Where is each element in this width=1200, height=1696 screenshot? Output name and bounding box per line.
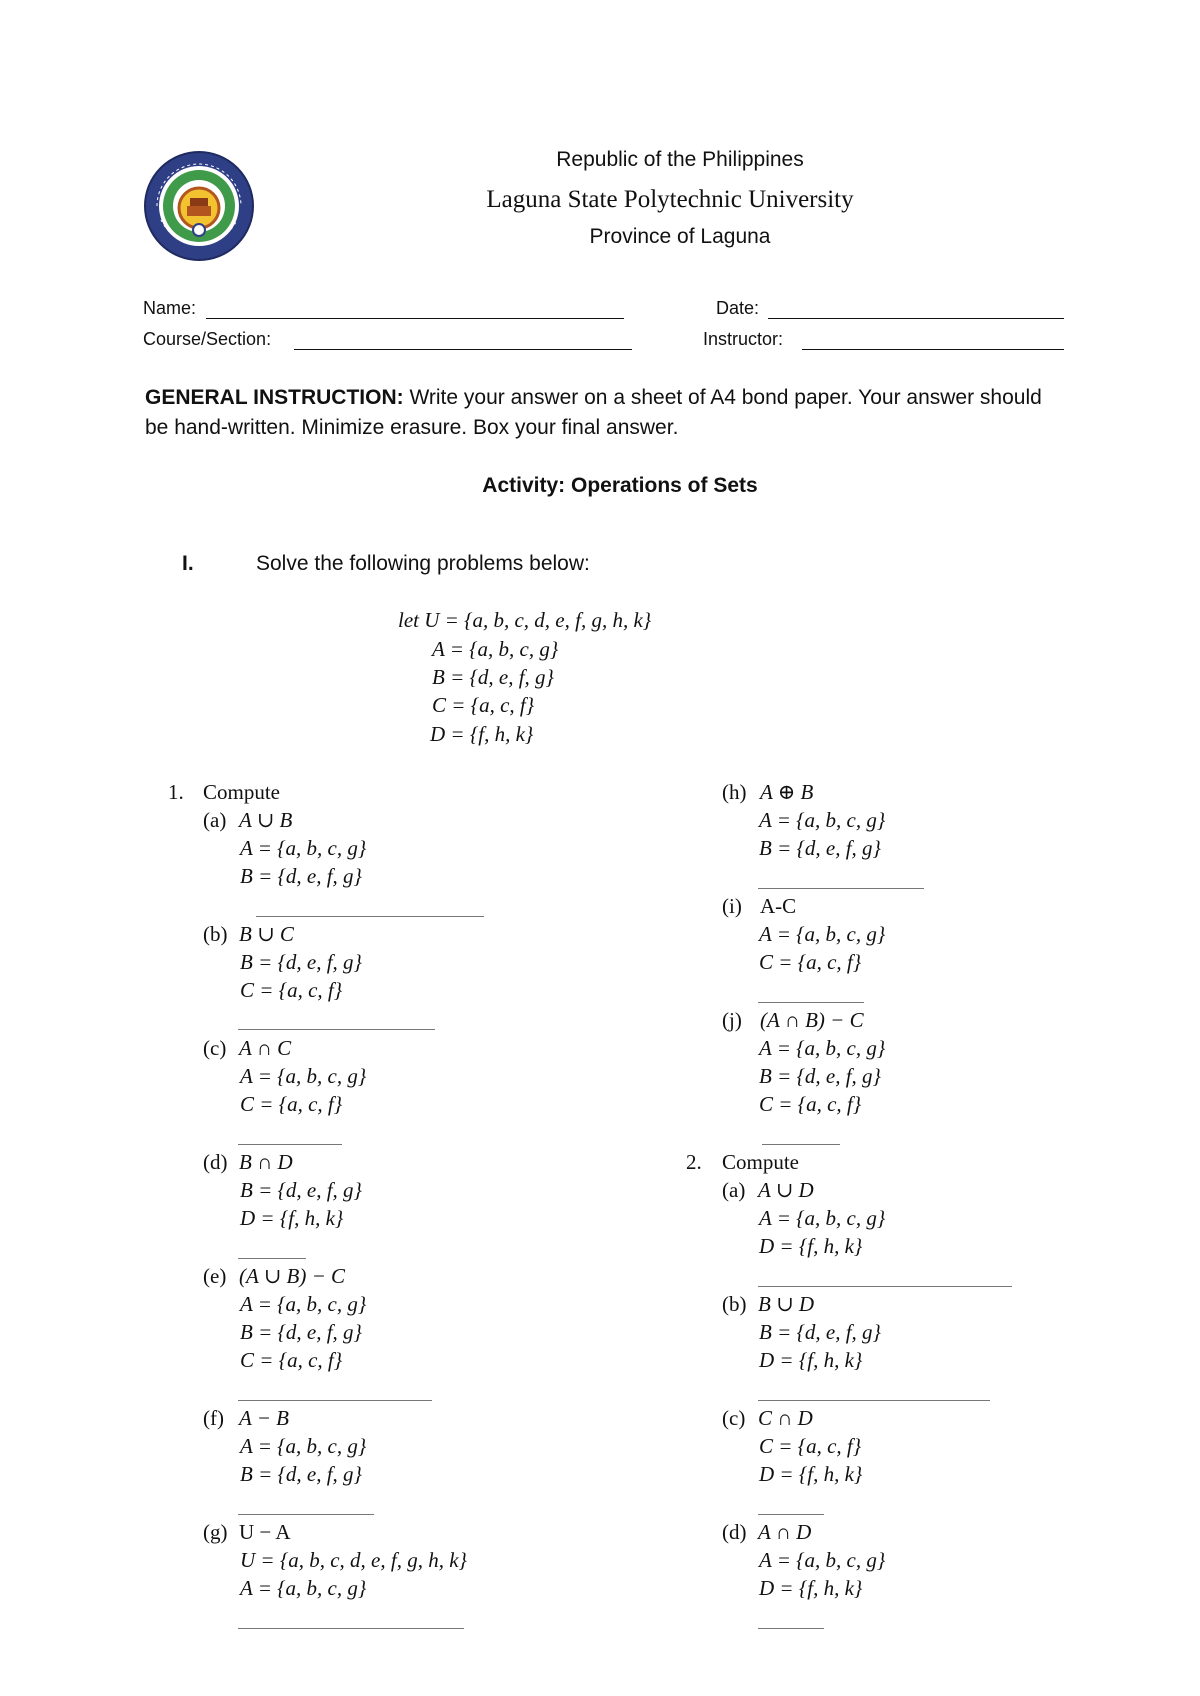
p1h-label: (h) xyxy=(722,780,747,804)
problem2-title: Compute xyxy=(722,1150,799,1174)
p1g-label: (g) xyxy=(203,1520,228,1544)
seal-icon xyxy=(143,150,255,262)
p1b-label: (b) xyxy=(203,922,228,946)
p2b-answer-line[interactable] xyxy=(758,1400,990,1401)
p1j-label: (j) xyxy=(722,1008,742,1032)
given-A: A = {a, b, c, g} xyxy=(432,637,559,661)
p1h-line1: A = {a, b, c, g} xyxy=(759,808,886,832)
p2d-op: A ∩ D xyxy=(758,1520,812,1544)
p2b-op: B ∪ D xyxy=(758,1292,815,1316)
p1g-op: U − A xyxy=(239,1520,291,1544)
p1i-label: (i) xyxy=(722,894,742,918)
p1f-label: (f) xyxy=(203,1406,224,1430)
p1d-line2: D = {f, h, k} xyxy=(240,1206,344,1230)
p2b-label: (b) xyxy=(722,1292,747,1316)
p1a-label: (a) xyxy=(203,808,227,832)
p1i-line1: A = {a, b, c, g} xyxy=(759,922,886,946)
p1g-line2: A = {a, b, c, g} xyxy=(240,1576,367,1600)
p1h-answer-line[interactable] xyxy=(758,888,924,889)
given-U: let U = {a, b, c, d, e, f, g, h, k} xyxy=(398,608,652,632)
p1h-line2: B = {d, e, f, g} xyxy=(759,836,881,860)
date-label: Date: xyxy=(716,298,760,318)
p2c-answer-line[interactable] xyxy=(758,1514,824,1515)
name-field[interactable] xyxy=(206,318,624,319)
p1c-op: A ∩ C xyxy=(239,1036,292,1060)
given-B: B = {d, e, f, g} xyxy=(432,665,554,689)
p2d-line2: D = {f, h, k} xyxy=(759,1576,863,1600)
problem1-title: Compute xyxy=(203,780,280,804)
p1h-op: A ⊕ B xyxy=(760,780,814,804)
p1b-answer-line[interactable] xyxy=(238,1029,435,1030)
p1f-line2: B = {d, e, f, g} xyxy=(240,1462,362,1486)
p1a-line2: B = {d, e, f, g} xyxy=(240,864,362,888)
p2a-line1: A = {a, b, c, g} xyxy=(759,1206,886,1230)
problem1-number: 1. xyxy=(168,780,184,804)
date-field[interactable] xyxy=(768,318,1064,319)
given-D: D = {f, h, k} xyxy=(430,722,534,746)
section-heading: Solve the following problems below: xyxy=(256,552,590,575)
p2d-answer-line[interactable] xyxy=(758,1628,824,1629)
name-label: Name: xyxy=(143,298,197,318)
republic-heading: Republic of the Philippines xyxy=(556,148,804,171)
course-section-field[interactable] xyxy=(294,349,632,350)
p1a-answer-line[interactable] xyxy=(256,916,484,917)
p1e-label: (e) xyxy=(203,1264,227,1288)
instruction-lead: GENERAL INSTRUCTION: xyxy=(145,386,404,409)
university-seal-logo xyxy=(143,150,255,262)
p2c-line2: D = {f, h, k} xyxy=(759,1462,863,1486)
province-heading: Province of Laguna xyxy=(589,225,771,248)
p1e-answer-line[interactable] xyxy=(238,1400,432,1401)
p2c-line1: C = {a, c, f} xyxy=(759,1434,862,1458)
p2d-label: (d) xyxy=(722,1520,747,1544)
p2b-line1: B = {d, e, f, g} xyxy=(759,1320,881,1344)
p1i-answer-line[interactable] xyxy=(758,1002,864,1003)
p1g-line1: U = {a, b, c, d, e, f, g, h, k} xyxy=(240,1548,467,1572)
p2c-op: C ∩ D xyxy=(758,1406,813,1430)
p1j-line2: B = {d, e, f, g} xyxy=(759,1064,881,1088)
p1f-line1: A = {a, b, c, g} xyxy=(240,1434,367,1458)
p1a-op: A ∪ B xyxy=(239,808,293,832)
p1g-answer-line[interactable] xyxy=(238,1628,464,1629)
course-section-label: Course/Section: xyxy=(143,329,272,349)
p1e-line3: C = {a, c, f} xyxy=(240,1348,343,1372)
activity-title: Activity: Operations of Sets xyxy=(482,474,758,497)
p1f-answer-line[interactable] xyxy=(238,1514,374,1515)
p1e-line2: B = {d, e, f, g} xyxy=(240,1320,362,1344)
p2c-label: (c) xyxy=(722,1406,746,1430)
p1j-line1: A = {a, b, c, g} xyxy=(759,1036,886,1060)
p2d-line1: A = {a, b, c, g} xyxy=(759,1548,886,1572)
p1c-line2: C = {a, c, f} xyxy=(240,1092,343,1116)
p1d-line1: B = {d, e, f, g} xyxy=(240,1178,362,1202)
p1a-line1: A = {a, b, c, g} xyxy=(240,836,367,860)
p1b-line2: C = {a, c, f} xyxy=(240,978,343,1002)
p1j-answer-line[interactable] xyxy=(762,1144,840,1145)
p1b-line1: B = {d, e, f, g} xyxy=(240,950,362,974)
p1b-op: B ∪ C xyxy=(239,922,294,946)
p1j-line3: C = {a, c, f} xyxy=(759,1092,862,1116)
p1d-op: B ∩ D xyxy=(239,1150,293,1174)
p1i-line2: C = {a, c, f} xyxy=(759,950,862,974)
given-C: C = {a, c, f} xyxy=(432,693,535,717)
instructor-field[interactable] xyxy=(802,349,1064,350)
p2a-line2: D = {f, h, k} xyxy=(759,1234,863,1258)
instructor-label: Instructor: xyxy=(703,329,784,349)
p1c-label: (c) xyxy=(203,1036,227,1060)
p1e-op: (A ∪ B) − C xyxy=(239,1264,346,1288)
p1c-answer-line[interactable] xyxy=(238,1144,342,1145)
p2a-op: A ∪ D xyxy=(758,1178,814,1202)
p2a-label: (a) xyxy=(722,1178,746,1202)
p1j-op: (A ∩ B) − C xyxy=(760,1008,864,1032)
p2b-line2: D = {f, h, k} xyxy=(759,1348,863,1372)
instruction-text: Write your answer on a sheet of A4 bond paper. Your answer should be hand-written. Minimize erasure. Box your final answer. xyxy=(145,386,1042,439)
p1e-line1: A = {a, b, c, g} xyxy=(240,1292,367,1316)
p1d-label: (d) xyxy=(203,1150,228,1174)
p2a-answer-line[interactable] xyxy=(758,1286,1012,1287)
section-numeral: I. xyxy=(182,552,194,575)
p1d-answer-line[interactable] xyxy=(238,1258,306,1259)
university-name: Laguna State Polytechnic University xyxy=(486,186,854,213)
general-instruction xyxy=(145,383,1065,443)
p1c-line1: A = {a, b, c, g} xyxy=(240,1064,367,1088)
p1i-op: A-C xyxy=(760,894,797,918)
problem2-number: 2. xyxy=(686,1150,702,1174)
p1f-op: A − B xyxy=(239,1406,289,1430)
